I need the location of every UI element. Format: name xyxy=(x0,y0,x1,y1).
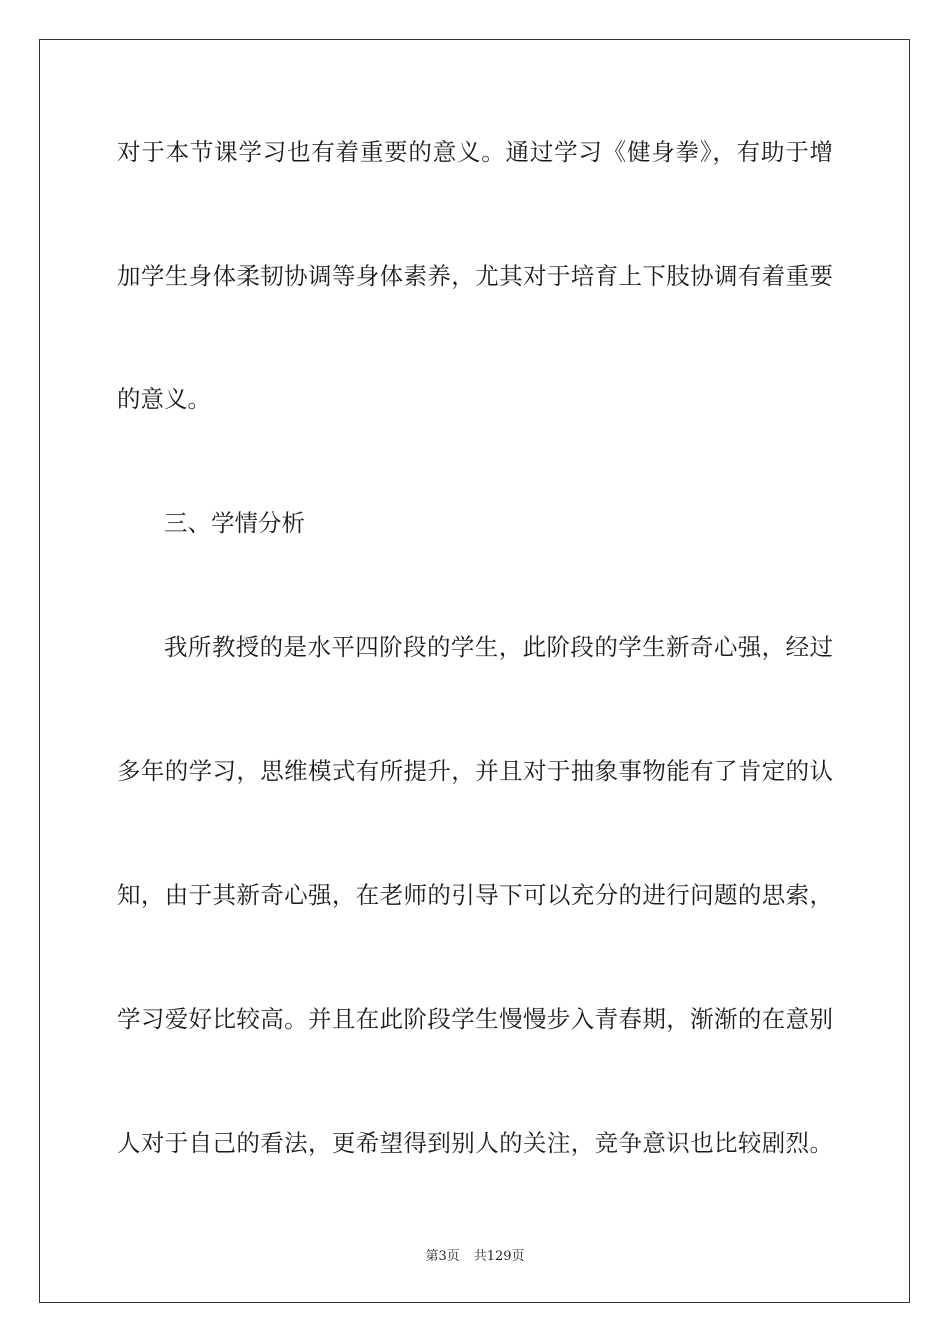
paragraph-line-2: 加学生身体柔韧协调等身体素养，尤其对于培育上下肢协调有着重要 xyxy=(117,262,833,290)
paragraph-line-8: 人对于自己的看法，更希望得到别人的关注，竞争意识也比较剧烈。 xyxy=(117,1129,833,1157)
page-border xyxy=(39,39,910,1303)
page-number: 第3页 xyxy=(425,1249,460,1264)
paragraph-line-7: 学习爱好比较高。并且在此阶段学生慢慢步入青春期，渐渐的在意别 xyxy=(117,1005,833,1033)
paragraph-line-5: 多年的学习，思维模式有所提升，并且对于抽象事物能有了肯定的认 xyxy=(117,757,833,785)
paragraph-line-1: 对于本节课学习也有着重要的意义。通过学习《健身拳》，有助于增 xyxy=(117,138,833,166)
paragraph-line-3: 的意义。 xyxy=(117,385,211,413)
section-heading: 三、学情分析 xyxy=(164,509,305,537)
paragraph-line-6: 知，由于其新奇心强，在老师的引导下可以充分的进行问题的思索， xyxy=(117,881,833,909)
paragraph-line-4: 我所教授的是水平四阶段的学生，此阶段的学生新奇心强，经过 xyxy=(164,633,833,661)
page-footer xyxy=(0,1248,950,1266)
total-pages: 共129页 xyxy=(473,1249,525,1264)
